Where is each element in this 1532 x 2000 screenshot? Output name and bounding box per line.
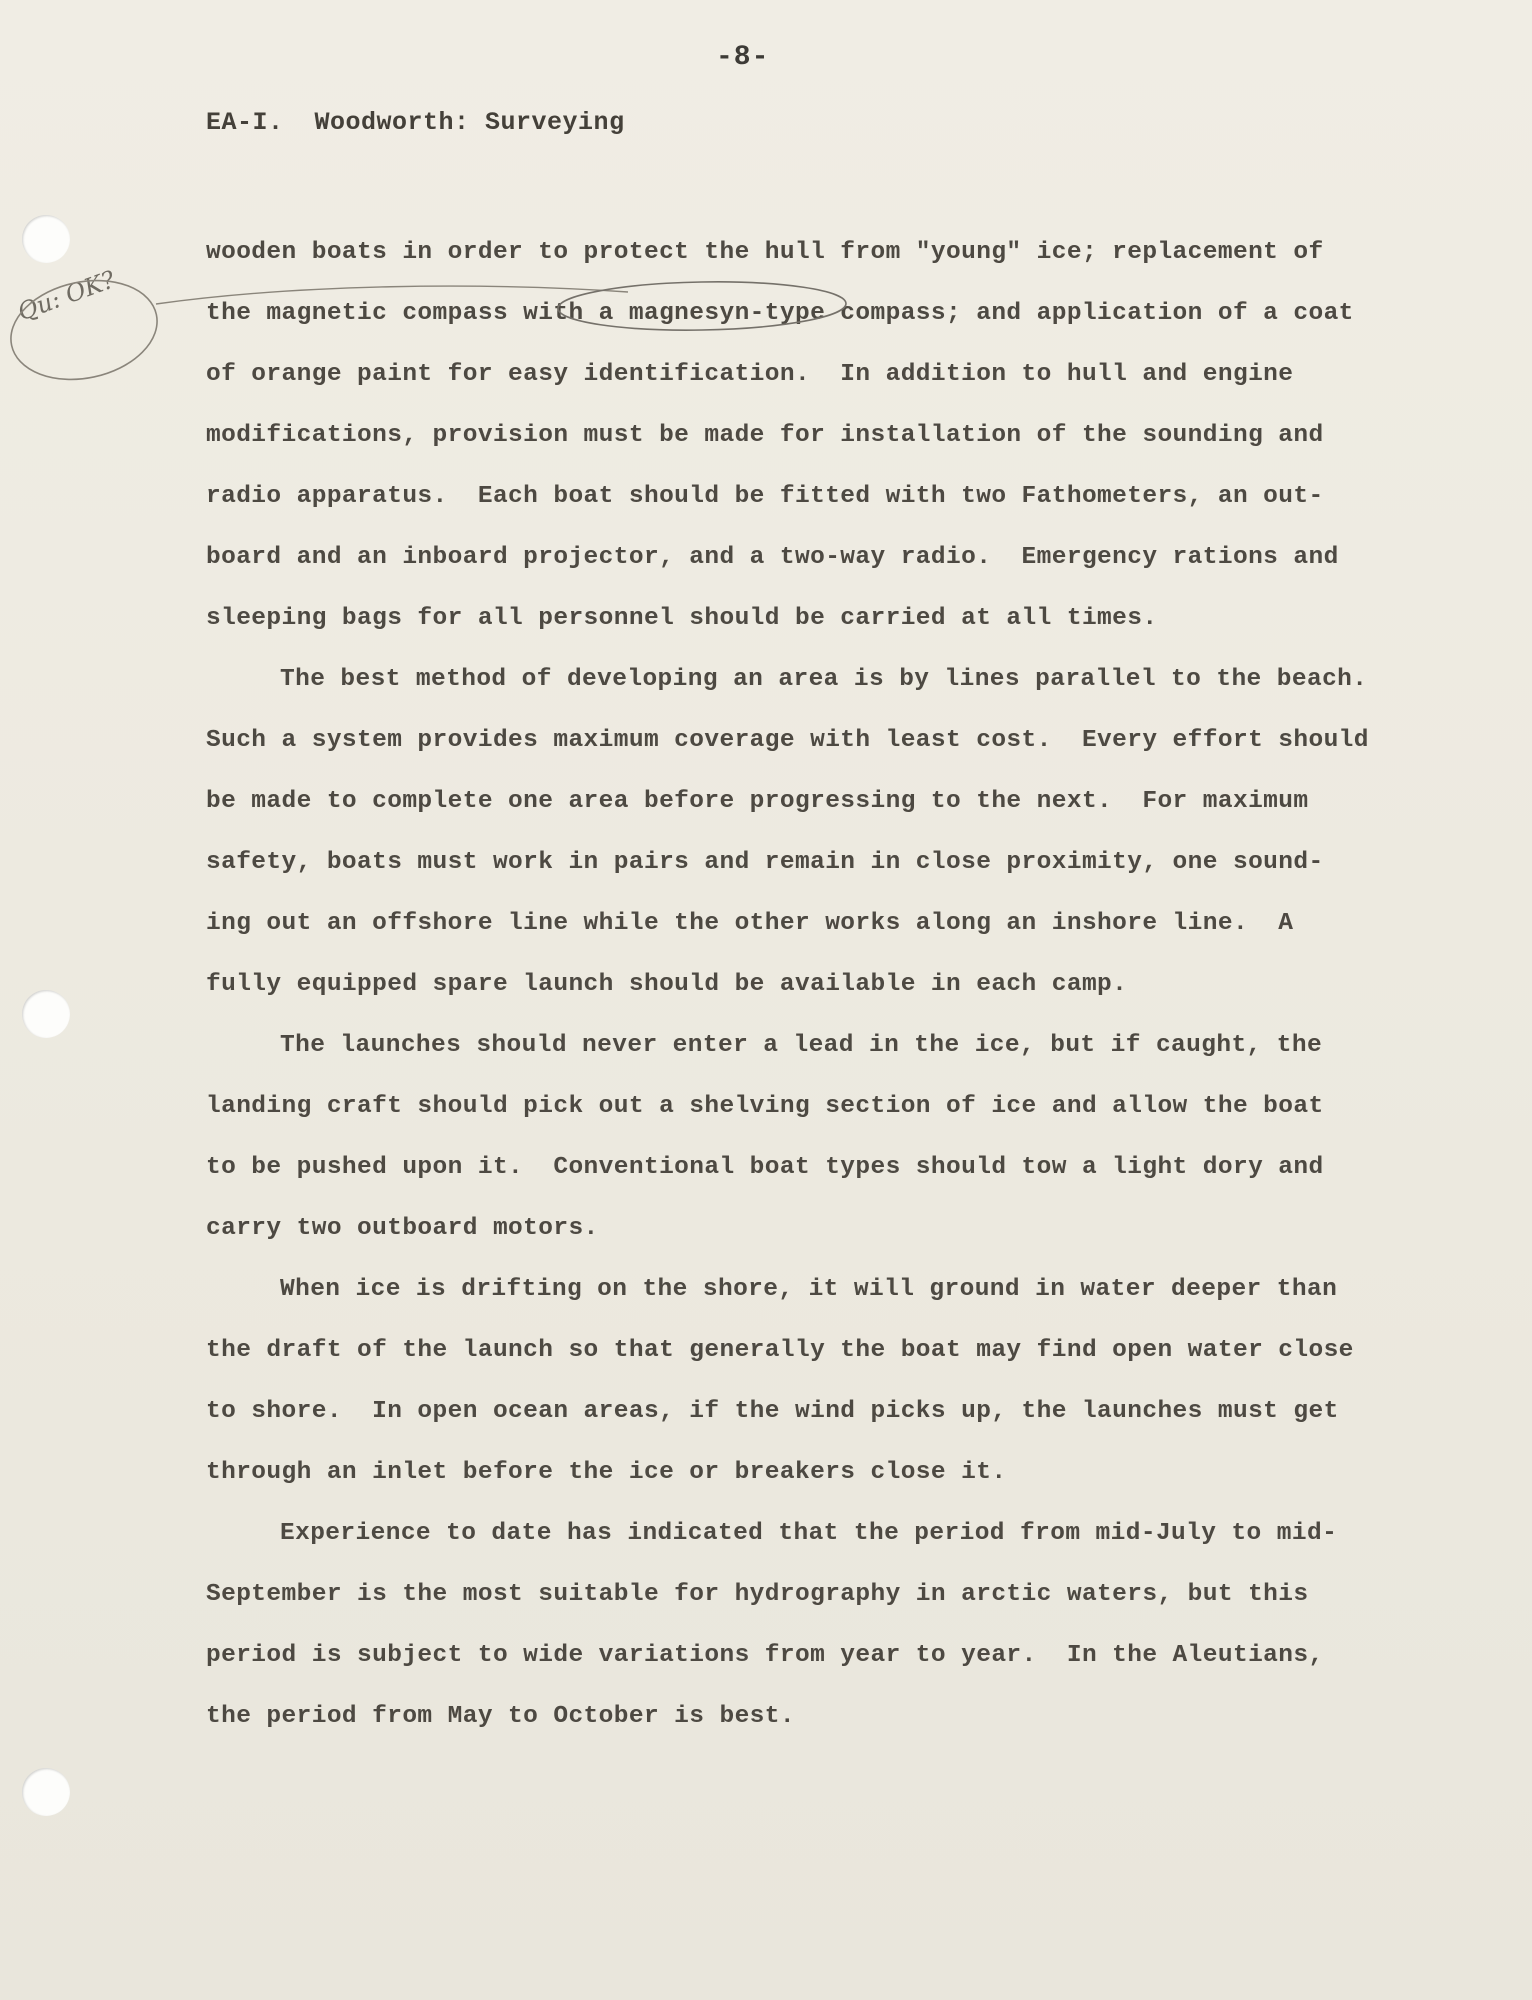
text-line: September is the most suitable for hydrography in arctic waters, but this bbox=[206, 1581, 1309, 1608]
text-line: carry two outboard motors. bbox=[206, 1215, 599, 1242]
text-line: The best method of developing an area is by lines parallel to the beach. bbox=[280, 666, 1368, 693]
paragraph bbox=[206, 649, 1406, 1015]
margin-note: Qu: OK? bbox=[14, 265, 119, 327]
paragraph bbox=[206, 1015, 1406, 1259]
paragraph bbox=[206, 1259, 1406, 1503]
body-text bbox=[206, 222, 1406, 1747]
page-number: -8- bbox=[716, 42, 770, 73]
text-line: of orange paint for easy identification. In addition to hull and engine bbox=[206, 361, 1294, 388]
running-head: EA-I. Woodworth: Surveying bbox=[206, 108, 625, 137]
paragraph bbox=[206, 1503, 1406, 1747]
text-line: fully equipped spare launch should be available in each camp. bbox=[206, 971, 1128, 998]
text-line: ing out an offshore line while the other works along an inshore line. A bbox=[206, 910, 1294, 937]
text-line: to shore. In open ocean areas, if the wind picks up, the launches must get bbox=[206, 1398, 1339, 1425]
text-line: to be pushed upon it. Conventional boat types should tow a light dory and bbox=[206, 1154, 1324, 1181]
text-line: sleeping bags for all personnel should be carried at all times. bbox=[206, 605, 1158, 632]
text-line: Experience to date has indicated that the period from mid-July to mid- bbox=[280, 1520, 1338, 1547]
punch-hole-bottom bbox=[22, 1768, 70, 1816]
text-line: the period from May to October is best. bbox=[206, 1703, 795, 1730]
text-line: through an inlet before the ice or breakers close it. bbox=[206, 1459, 1007, 1486]
text-line: period is subject to wide variations from year to year. In the Aleutians, bbox=[206, 1642, 1324, 1669]
text-line: modifications, provision must be made for installation of the sounding and bbox=[206, 422, 1324, 449]
paragraph bbox=[206, 222, 1406, 649]
punch-hole-middle bbox=[22, 990, 70, 1038]
text-line: the draft of the launch so that generally the boat may find open water close bbox=[206, 1337, 1354, 1364]
text-line: the magnetic compass with a magnesyn-type compass; and application of a coat bbox=[206, 300, 1354, 327]
text-line: board and an inboard projector, and a two-way radio. Emergency rations and bbox=[206, 544, 1339, 571]
text-line: landing craft should pick out a shelving section of ice and allow the boat bbox=[206, 1093, 1324, 1120]
punch-hole-top bbox=[22, 215, 70, 263]
text-line: Such a system provides maximum coverage with least cost. Every effort should bbox=[206, 727, 1369, 754]
text-line: safety, boats must work in pairs and remain in close proximity, one sound- bbox=[206, 849, 1324, 876]
text-line: be made to complete one area before progressing to the next. For maximum bbox=[206, 788, 1309, 815]
text-line: The launches should never enter a lead in the ice, but if caught, the bbox=[280, 1032, 1323, 1059]
text-line: radio apparatus. Each boat should be fitted with two Fathometers, an out- bbox=[206, 483, 1324, 510]
text-line: When ice is drifting on the shore, it will ground in water deeper than bbox=[280, 1276, 1338, 1303]
text-line: wooden boats in order to protect the hull from "young" ice; replacement of bbox=[206, 239, 1324, 266]
